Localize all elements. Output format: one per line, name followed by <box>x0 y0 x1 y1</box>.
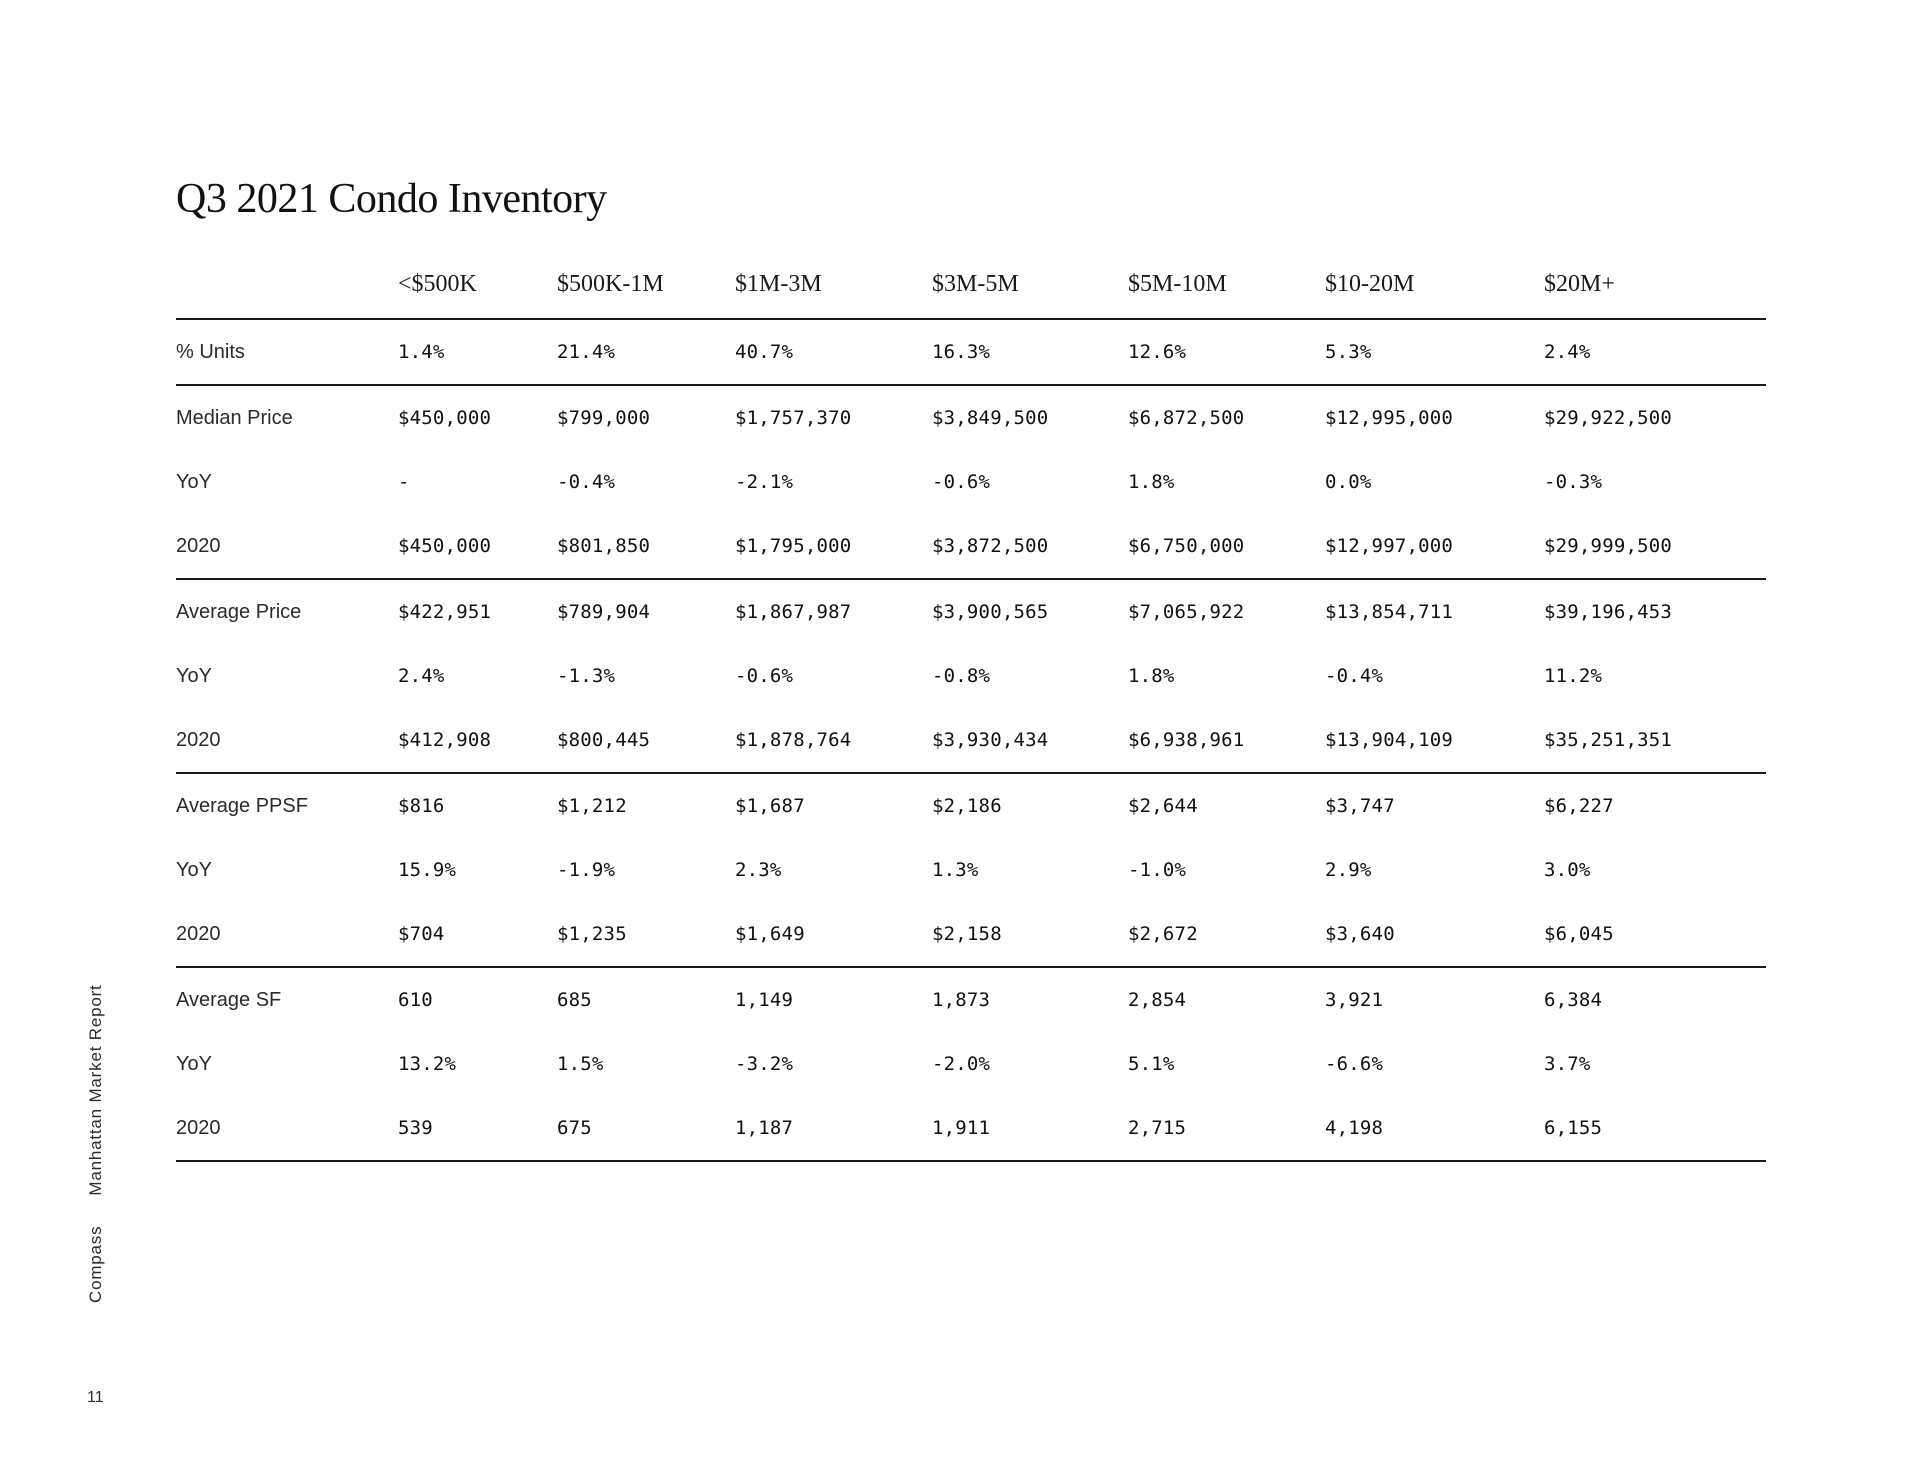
table-cell: 3.7% <box>1544 1053 1591 1075</box>
table-cell: $6,045 <box>1544 902 1766 967</box>
table-cell: $3,930,434 <box>932 708 1128 773</box>
table-cell: 1.3% <box>932 859 979 881</box>
table-cell: 2,854 <box>1128 989 1187 1011</box>
table-cell: 675 <box>557 1096 735 1161</box>
column-header: $20M+ <box>1544 264 1766 319</box>
table-cell: $1,212 <box>557 795 627 817</box>
table-cell: $422,951 <box>398 601 492 623</box>
table-cell: -2.1% <box>735 471 794 493</box>
row-label: 2020 <box>176 1096 398 1161</box>
table-cell: $789,904 <box>557 601 651 623</box>
table-cell: $801,850 <box>557 514 735 579</box>
side-label <box>86 984 106 1303</box>
table-cell: $2,672 <box>1128 902 1325 967</box>
table-cell: $29,922,500 <box>1544 407 1673 429</box>
row-label: Average PPSF <box>176 794 308 817</box>
row-label: YoY <box>176 664 212 687</box>
table-cell: $816 <box>398 795 445 817</box>
table-cell: $1,687 <box>735 795 805 817</box>
table-cell: 15.9% <box>398 859 457 881</box>
table-row <box>176 385 1766 450</box>
table-cell: $12,997,000 <box>1325 514 1544 579</box>
table-cell: $39,196,453 <box>1544 601 1673 623</box>
table-cell: 4,198 <box>1325 1096 1544 1161</box>
table-row <box>176 579 1766 644</box>
table-cell: 2.4% <box>398 665 445 687</box>
table-cell: 3,921 <box>1325 989 1384 1011</box>
table-cell: -0.3% <box>1544 471 1603 493</box>
table-cell: 5.1% <box>1128 1053 1175 1075</box>
table-row <box>176 319 1766 385</box>
row-label: Average SF <box>176 988 282 1011</box>
table-row <box>176 644 1766 708</box>
table-cell: -2.0% <box>932 1053 991 1075</box>
table-cell: $2,186 <box>932 795 1002 817</box>
column-header: $1M-3M <box>735 264 932 319</box>
header-label-cell <box>176 264 398 319</box>
table-cell: 1,873 <box>932 989 991 1011</box>
table-cell: $6,938,961 <box>1128 708 1325 773</box>
table-cell: 5.3% <box>1325 319 1544 385</box>
table-cell: 1,149 <box>735 989 794 1011</box>
table-cell: 1.8% <box>1128 471 1175 493</box>
table-cell: $2,644 <box>1128 795 1198 817</box>
table-cell: 6,155 <box>1544 1096 1766 1161</box>
column-header: $10-20M <box>1325 264 1544 319</box>
table-cell: $12,995,000 <box>1325 407 1454 429</box>
table-cell: $3,640 <box>1325 902 1544 967</box>
table-cell: $3,900,565 <box>932 601 1049 623</box>
table-cell: 40.7% <box>735 319 932 385</box>
condo-inventory-table <box>176 264 1766 1162</box>
table-cell: $450,000 <box>398 407 492 429</box>
table-cell: -1.0% <box>1128 859 1187 881</box>
table-cell: -0.8% <box>932 665 991 687</box>
table-cell: $6,872,500 <box>1128 407 1245 429</box>
column-header: $500K-1M <box>557 264 735 319</box>
table-cell: $1,235 <box>557 902 735 967</box>
table-header <box>176 264 1766 319</box>
table-cell: 1.8% <box>1128 665 1175 687</box>
table-cell: 1.5% <box>557 1053 604 1075</box>
table-cell: 21.4% <box>557 319 735 385</box>
table-row <box>176 514 1766 579</box>
row-label: % Units <box>176 319 398 385</box>
table-cell: 1.4% <box>398 319 557 385</box>
table-cell: 2.3% <box>735 859 782 881</box>
table-cell: 1,911 <box>932 1096 1128 1161</box>
table-cell: $1,878,764 <box>735 708 932 773</box>
table-cell: $3,849,500 <box>932 407 1049 429</box>
table-cell: 2,715 <box>1128 1096 1325 1161</box>
column-header: $3M-5M <box>932 264 1128 319</box>
row-label: 2020 <box>176 514 398 579</box>
table-row <box>176 1032 1766 1096</box>
table-cell: 539 <box>398 1096 557 1161</box>
table-cell: $13,904,109 <box>1325 708 1544 773</box>
table-cell: 2.9% <box>1325 859 1372 881</box>
table-cell: $6,227 <box>1544 795 1614 817</box>
table-cell: -0.6% <box>735 665 794 687</box>
table-cell: 11.2% <box>1544 665 1603 687</box>
table-cell: 685 <box>557 989 592 1011</box>
row-label: 2020 <box>176 902 398 967</box>
table-cell: $3,872,500 <box>932 514 1128 579</box>
table-row <box>176 967 1766 1032</box>
table-cell: $3,747 <box>1325 795 1395 817</box>
inventory-table-container <box>176 264 1766 1162</box>
table-cell: -1.3% <box>557 665 616 687</box>
table-row <box>176 902 1766 967</box>
table-cell: $2,158 <box>932 902 1128 967</box>
table-cell: -0.4% <box>1325 665 1384 687</box>
table-cell: $7,065,922 <box>1128 601 1245 623</box>
table-cell: 0.0% <box>1325 471 1372 493</box>
row-label: 2020 <box>176 708 398 773</box>
table-cell: -6.6% <box>1325 1053 1384 1075</box>
table-cell: $29,999,500 <box>1544 514 1766 579</box>
table-row <box>176 450 1766 514</box>
table-cell: - <box>398 471 410 493</box>
table-row <box>176 1096 1766 1161</box>
brand-name: Compass <box>86 1225 105 1303</box>
table-cell: 610 <box>398 989 433 1011</box>
header-row <box>176 264 1766 319</box>
table-row <box>176 773 1766 838</box>
table-cell: $800,445 <box>557 708 735 773</box>
table-cell: 3.0% <box>1544 859 1591 881</box>
table-cell: -0.6% <box>932 471 991 493</box>
table-cell: -0.4% <box>557 471 616 493</box>
row-label: YoY <box>176 1052 212 1075</box>
row-label: Median Price <box>176 406 293 429</box>
table-cell: $1,795,000 <box>735 514 932 579</box>
table-cell: $450,000 <box>398 514 557 579</box>
table-cell: $6,750,000 <box>1128 514 1325 579</box>
table-cell: 16.3% <box>932 319 1128 385</box>
table-cell: $1,649 <box>735 902 932 967</box>
table-row <box>176 838 1766 902</box>
table-cell: 12.6% <box>1128 319 1325 385</box>
row-label: YoY <box>176 470 212 493</box>
table-cell: $1,757,370 <box>735 407 852 429</box>
table-cell: $412,908 <box>398 708 557 773</box>
table-body <box>176 319 1766 1161</box>
report-name: Manhattan Market Report <box>86 984 105 1196</box>
table-cell: $35,251,351 <box>1544 708 1766 773</box>
row-label: Average Price <box>176 600 302 623</box>
table-cell: $704 <box>398 902 557 967</box>
table-cell: 2.4% <box>1544 319 1766 385</box>
table-cell: 13.2% <box>398 1053 457 1075</box>
column-header: <$500K <box>398 264 557 319</box>
row-label: YoY <box>176 858 212 881</box>
table-cell: $13,854,711 <box>1325 601 1454 623</box>
table-cell: 1,187 <box>735 1096 932 1161</box>
table-cell: -1.9% <box>557 859 616 881</box>
table-cell: $799,000 <box>557 407 651 429</box>
page-title: Q3 2021 Condo Inventory <box>176 176 607 222</box>
page-number: 11 <box>87 1389 104 1406</box>
table-row <box>176 708 1766 773</box>
table-cell: 6,384 <box>1544 989 1603 1011</box>
table-cell: $1,867,987 <box>735 601 852 623</box>
column-header: $5M-10M <box>1128 264 1325 319</box>
table-cell: -3.2% <box>735 1053 794 1075</box>
